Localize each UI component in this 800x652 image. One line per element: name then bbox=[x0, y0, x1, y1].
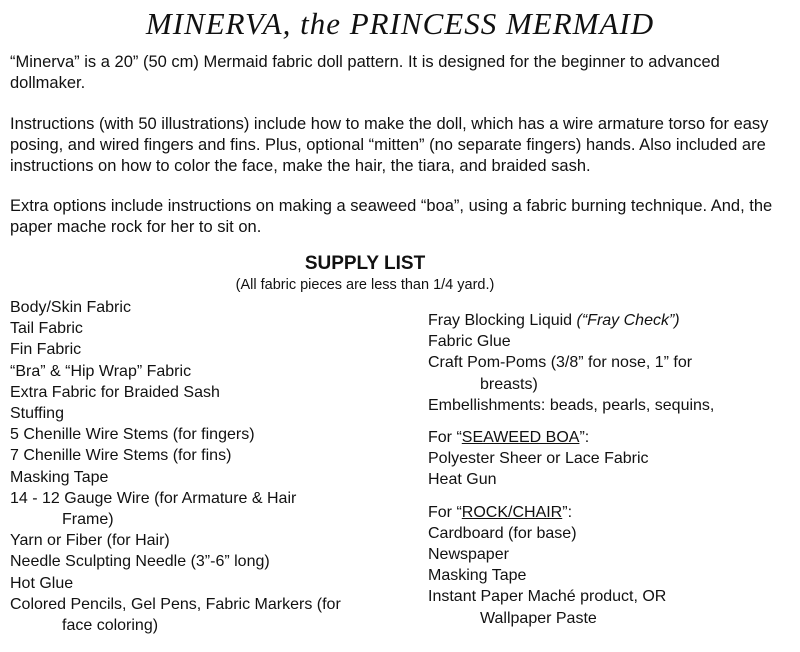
list-item: Colored Pencils, Gel Pens, Fabric Markers (for bbox=[10, 595, 341, 613]
list-item: Stuffing bbox=[10, 405, 64, 423]
list-item: Newspaper bbox=[428, 546, 509, 564]
fray-brand: (“Fray Check”) bbox=[576, 312, 680, 329]
list-item-continuation: face coloring) bbox=[62, 617, 159, 635]
rock-chair-label: ROCK/CHAIR bbox=[461, 503, 563, 521]
seaweed-boa-heading: For “SEAWEED BOA”: bbox=[428, 429, 590, 447]
list-item-continuation: Wallpaper Paste bbox=[480, 609, 597, 627]
list-item: Fabric Glue bbox=[428, 333, 511, 351]
list-item-continuation: breasts) bbox=[480, 375, 538, 393]
fray-label: Fray Blocking Liquid bbox=[428, 312, 577, 329]
rock-chair-heading: For “ROCK/CHAIR”: bbox=[428, 503, 573, 521]
page-title: MINERVA, the PRINCESS MERMAID bbox=[145, 6, 655, 41]
list-item: Masking Tape bbox=[10, 468, 109, 486]
list-item: Polyester Sheer or Lace Fabric bbox=[428, 450, 649, 468]
list-item: “Bra” & “Hip Wrap” Fabric bbox=[10, 362, 192, 380]
intro-paragraph-pattern: “Minerva” is a 20” (50 cm) Mermaid fabric doll pattern. It is designed for the beginner to advanced dollmaker. bbox=[10, 53, 720, 92]
list-item: Cardboard (for base) bbox=[428, 524, 577, 542]
list-item: Heat Gun bbox=[428, 471, 497, 489]
list-item: 7 Chenille Wire Stems (for fins) bbox=[10, 447, 232, 465]
list-item: 14 - 12 Gauge Wire (for Armature & Hair bbox=[10, 489, 297, 507]
list-item: 5 Chenille Wire Stems (for fingers) bbox=[10, 426, 255, 444]
list-item: Tail Fabric bbox=[10, 320, 83, 338]
supply-list-left-column bbox=[10, 297, 410, 636]
list-item: Craft Pom-Poms (3/8” for nose, 1” for bbox=[428, 354, 693, 372]
list-item: Masking Tape bbox=[428, 567, 527, 585]
list-item: Body/Skin Fabric bbox=[10, 299, 131, 316]
list-item: Embellishments: beads, pearls, sequins, bbox=[428, 396, 715, 414]
list-item-continuation: Frame) bbox=[62, 511, 114, 529]
supply-list-right-column bbox=[428, 310, 788, 629]
list-item: Fin Fabric bbox=[10, 341, 82, 359]
supply-list-heading: SUPPLY LIST bbox=[304, 253, 426, 274]
intro-paragraph-extras: Extra options include instructions on making a seaweed “boa”, using a fabric burning technique. And, the paper mache rock for her to sit on. bbox=[10, 197, 773, 236]
supply-list-note: (All fabric pieces are less than 1/4 yard.) bbox=[235, 277, 495, 293]
list-item bbox=[428, 310, 788, 331]
list-item: Yarn or Fiber (for Hair) bbox=[10, 532, 170, 550]
list-item: Extra Fabric for Braided Sash bbox=[10, 383, 220, 401]
list-item: Hot Glue bbox=[10, 574, 74, 592]
intro-paragraph-instructions: Instructions (with 50 illustrations) include how to make the doll, which has a wire armature torso for easy posing, and wired fingers and fins. Plus, optional “mitten” (no separate fingers) hands. Also included are instructions on how to color the face, make the hair, the tiara, and braided sash. bbox=[10, 115, 769, 175]
list-item: Needle Sculpting Needle (3”-6” long) bbox=[10, 553, 270, 571]
list-item: Instant Paper Maché product, OR bbox=[428, 588, 667, 606]
seaweed-boa-label: SEAWEED BOA bbox=[461, 429, 580, 447]
